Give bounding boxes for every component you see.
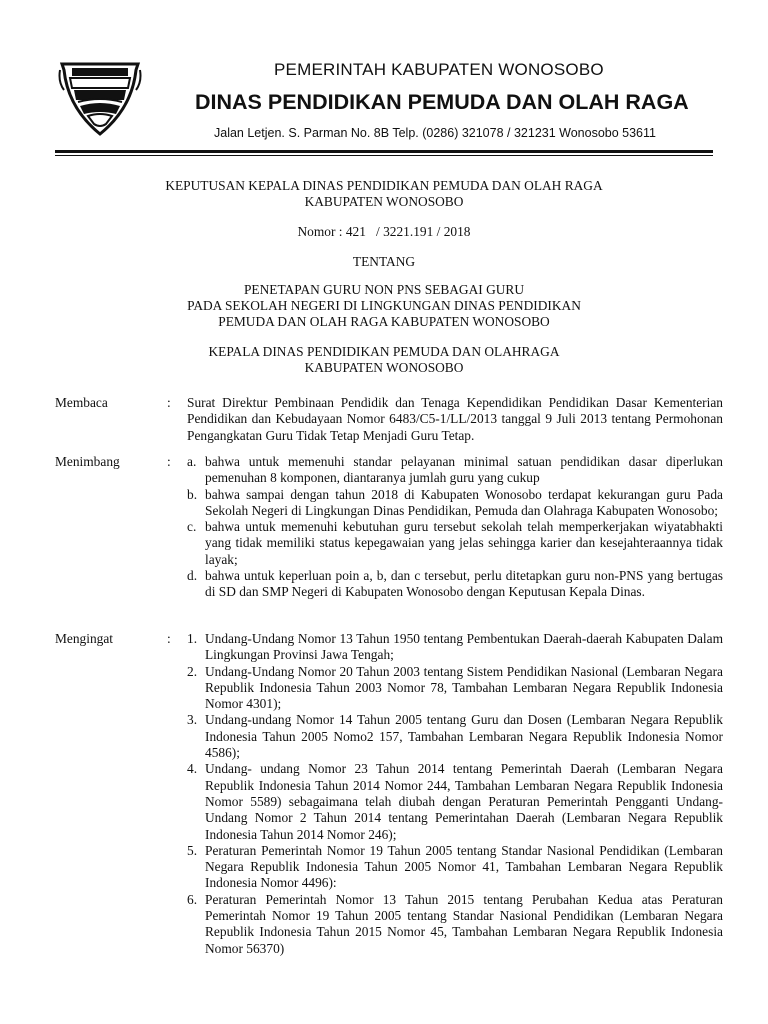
item-text: Undang-Undang Nomor 13 Tahun 1950 tentang Pembentukan Daerah-daerah Kabupaten Dalam Lingkungan Provinsi Jawa Tengah;	[205, 631, 723, 663]
tentang-label: TENTANG	[352, 254, 416, 269]
list-item	[187, 843, 723, 892]
item-marker: 6.	[187, 891, 198, 907]
official-title-line2: KABUPATEN WONOSOBO	[304, 360, 464, 375]
subject-line2: PADA SEKOLAH NEGERI DI LINGKUNGAN DINAS PENDIDIKAN	[187, 298, 581, 313]
item-marker: 4.	[187, 761, 198, 777]
section-colon: :	[167, 631, 171, 646]
item-marker: 1.	[187, 631, 198, 646]
list-item	[187, 454, 723, 487]
item-marker: 2.	[187, 663, 198, 679]
item-marker: 5.	[187, 842, 198, 858]
list-item	[187, 664, 723, 713]
official-title-line1: KEPALA DINAS PENDIDIKAN PEMUDA DAN OLAHRAGA	[208, 344, 560, 359]
section-label: Menimbang	[55, 454, 120, 469]
item-text: Peraturan Pemerintah Nomor 19 Tahun 2005 tentang Standar Nasional Pendidikan (Lembaran Negara Republik Indonesia Tahun 2005 Nomor 41, Tambahan Lembaran Negara Republik Indonesia Nomor 4496):	[205, 842, 723, 891]
regency-emblem-icon	[58, 56, 142, 136]
membaca-section	[55, 395, 723, 444]
list-item	[187, 487, 723, 520]
section-colon: :	[167, 454, 171, 469]
section-label: Membaca	[55, 395, 108, 410]
letterhead	[0, 0, 768, 150]
item-text: Peraturan Pemerintah Nomor 13 Tahun 2015 tentang Perubahan Kedua atas Peraturan Pemerintah Nomor 19 Tahun 2005 tentang Standar Nasional Pendidikan (Lembaran Negara Republik Indonesia Tahun 2015 Nomor 45, Tambahan Lembaran Negara Republik Indonesia Nomor 56370)	[205, 891, 723, 956]
letterhead-divider-thick	[55, 150, 713, 153]
decree-title-line1: KEPUTUSAN KEPALA DINAS PENDIDIKAN PEMUDA DAN OLAH RAGA	[165, 178, 603, 193]
decree-title-line2: KABUPATEN WONOSOBO	[304, 194, 464, 209]
subject-line3: PEMUDA DAN OLAH RAGA KABUPATEN WONOSOBO	[218, 314, 550, 329]
letterhead-divider-thin	[55, 155, 713, 156]
list-item	[187, 519, 723, 568]
list-item	[187, 631, 723, 664]
government-name: PEMERINTAH KABUPATEN WONOSOBO	[274, 60, 604, 79]
item-text: bahwa sampai dengan tahun 2018 di Kabupaten Wonosobo terdapat kekurangan guru Pada Sekolah Negeri di Lingkungan Dinas Pendidikan, Pemuda dan Olahraga Kabupaten Wonosobo;	[205, 486, 723, 518]
item-marker: b.	[187, 486, 198, 502]
item-text: bahwa untuk keperluan poin a, b, dan c tersebut, perlu ditetapkan guru non-PNS yang bertugas di SD dan SMP Negeri di Kabupaten Wonosobo dengan Keputusan Kepala Dinas.	[205, 568, 723, 600]
item-marker: 3.	[187, 712, 198, 728]
item-text: bahwa untuk memenuhi standar pelayanan minimal satuan pendidikan dasar diperlukan pemenuhan 8 komponen, diantaranya jumlah guru yang cukup	[205, 454, 723, 486]
menimbang-section	[55, 454, 723, 601]
decree-number: Nomor : 421 / 3221.191 / 2018	[297, 224, 471, 239]
list-item	[187, 712, 723, 761]
list-item	[187, 568, 723, 601]
department-name: DINAS PENDIDIKAN PEMUDA DAN OLAH RAGA	[195, 90, 689, 114]
list-item	[187, 761, 723, 842]
list-item	[187, 892, 723, 957]
item-text: Undang-undang Nomor 14 Tahun 2005 tentang Guru dan Dosen (Lembaran Negara Republik Indonesia Tahun 2005 Nomo2 157, Tambahan Lembaran Negara Republik Indonesia Nomor 4586);	[205, 712, 723, 761]
membaca-text: Surat Direktur Pembinaan Pendidik dan Tenaga Kependidikan Pendidikan Dasar Kementerian Pendidikan dan Kebudayaan Nomor 6483/C5-1/LL/2013 tanggal 9 Juli 2013 tentang Permohonan Pengangkatan Guru Tidak Tetap Menjadi Guru Tetap.	[187, 395, 723, 443]
mengingat-section	[55, 631, 723, 957]
item-text: Undang-Undang Nomor 20 Tahun 2003 tentang Sistem Pendidikan Nasional (Lembaran Negara Republik Indonesia Tahun 2003 Nomor 78, Tambahan Lembaran Negara Republik Indonesia Nomor 4301);	[205, 663, 723, 712]
office-address: Jalan Letjen. S. Parman No. 8B Telp. (0286) 321078 / 321231 Wonosobo 53611	[214, 126, 656, 140]
section-colon: :	[167, 395, 171, 410]
item-text: Undang- undang Nomor 23 Tahun 2014 tentang Pemerintah Daerah (Lembaran Negara Republik Indonesia Tahun 2014 Nomor 244, Tambahan Lembaran Negara Republik Indonesia Nomor 5589) sebagaimana telah diubah dengan Peraturan Pemerintah Pengganti Undang- Undang Nomor 2 Tahun 2014 tentang Pemerintahan Daerah (Lembaran Negara Republik Indonesia Tahun 2014 Nomor 246);	[205, 761, 723, 842]
item-text: bahwa untuk memenuhi kebutuhan guru tersebut sekolah telah memperkerjakan wiyatabhakti yang tidak memiliki status kepegawaian yang jelas sehingga karier dan kesejahteraannya tidak layak;	[205, 519, 723, 567]
item-marker: a.	[187, 454, 197, 469]
subject-line1: PENETAPAN GURU NON PNS SEBAGAI GURU	[243, 282, 525, 297]
section-label: Mengingat	[55, 631, 114, 646]
item-marker: c.	[187, 519, 197, 535]
item-marker: d.	[187, 568, 198, 584]
